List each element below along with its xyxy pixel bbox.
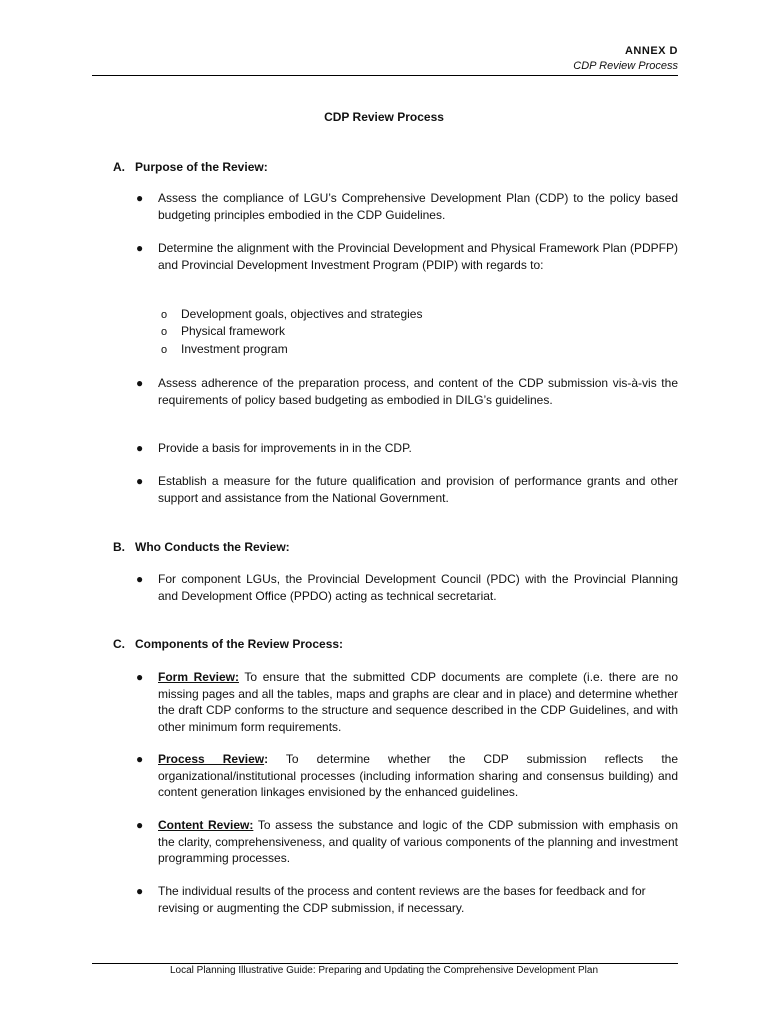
footer-rule [92,963,678,964]
list-item [136,817,678,867]
section-letter: A. [113,160,125,174]
sub-item-text: Physical framework [181,324,286,338]
section-title: Who Conducts the Review: [135,540,290,554]
process-review-text: To determine whether the CDP submission reflects the organizational/institutional processes (including information sharing and consensus building) and content generation linkages envisioned by the enhanced guidelines. [158,752,679,799]
header-subtitle: CDP Review Process [573,60,678,72]
form-review-term: Form Review: [158,670,239,684]
item-text [158,751,678,801]
bullet-icon: ● [136,441,144,455]
item-text [158,669,678,735]
list-item [136,375,678,408]
item-text: Assess adherence of the preparation process, and content of the CDP submission vis-à-vis the requirements of policy based budgeting as embodied in DILG’s guidelines. [158,376,678,407]
bullet-icon: ● [136,670,144,684]
bullet-icon: ● [136,474,144,488]
bullet-icon: ● [136,376,144,390]
sub-list-item [161,322,285,341]
list-item [136,751,678,801]
bullet-icon: ● [136,572,144,586]
list-item [136,883,678,916]
page-title: CDP Review Process [324,110,444,124]
sub-list-item [161,340,288,359]
section-b-heading [113,540,290,554]
process-review-colon: : [264,752,269,766]
list-item [136,669,678,735]
circle-bullet-icon: o [161,326,168,338]
section-a-heading [113,160,268,174]
section-letter: C. [113,637,125,651]
section-title: Components of the Review Process: [135,637,344,651]
header-rule [92,75,678,76]
list-item [136,473,678,506]
bullet-icon: ● [136,884,144,898]
sub-item-text: Investment program [181,342,288,356]
circle-bullet-icon: o [161,344,168,356]
item-text: The individual results of the process and content reviews are the bases for feedback and for revising or augmenting the CDP submission, if necessary. [158,884,646,915]
bullet-icon: ● [136,818,144,832]
bullet-icon: ● [136,752,144,766]
item-text: Establish a measure for the future qualification and provision of performance grants and other support and assistance from the National Government. [158,474,678,505]
item-text: Assess the compliance of LGU’s Comprehensive Development Plan (CDP) to the policy based budgeting principles embodied in the CDP Guidelines. [158,191,678,222]
list-item [136,440,678,457]
list-item [136,190,678,223]
bullet-icon: ● [136,191,144,205]
item-text: Provide a basis for improvements in in the CDP. [158,441,412,455]
section-title: Purpose of the Review: [135,160,268,174]
content-review-text: To assess the substance and logic of the CDP submission with emphasis on the clarity, comprehensiveness, and quality of various components of the planning and investment programming processes. [158,818,678,865]
page-footer: Local Planning Illustrative Guide: Preparing and Updating the Comprehensive Development Plan [169,965,599,976]
list-item [136,240,678,273]
section-letter: B. [113,540,125,554]
item-text: Determine the alignment with the Provincial Development and Physical Framework Plan (PDPFP) and Provincial Development Investment Program (PDIP) with regards to: [158,241,678,272]
circle-bullet-icon: o [161,309,168,321]
section-c-heading [113,637,343,651]
process-review-term: Process Review [158,752,265,766]
item-text [158,817,678,867]
bullet-icon: ● [136,241,144,255]
item-text: For component LGUs, the Provincial Development Council (PDC) with the Provincial Planning and Development Office (PPDO) acting as technical secretariat. [158,572,678,603]
content-review-term: Content Review: [158,818,254,832]
sub-item-text: Development goals, objectives and strategies [181,307,423,321]
annex-label: ANNEX D [624,45,678,57]
form-review-text: To ensure that the submitted CDP documents are complete (i.e. there are no missing pages and all the tables, maps and graphs are clear and in place) and determine whether the draft CDP conforms to the structure and sequence described in the CDP Guidelines, and with other minimum form requirements. [158,670,679,734]
list-item [136,571,678,604]
